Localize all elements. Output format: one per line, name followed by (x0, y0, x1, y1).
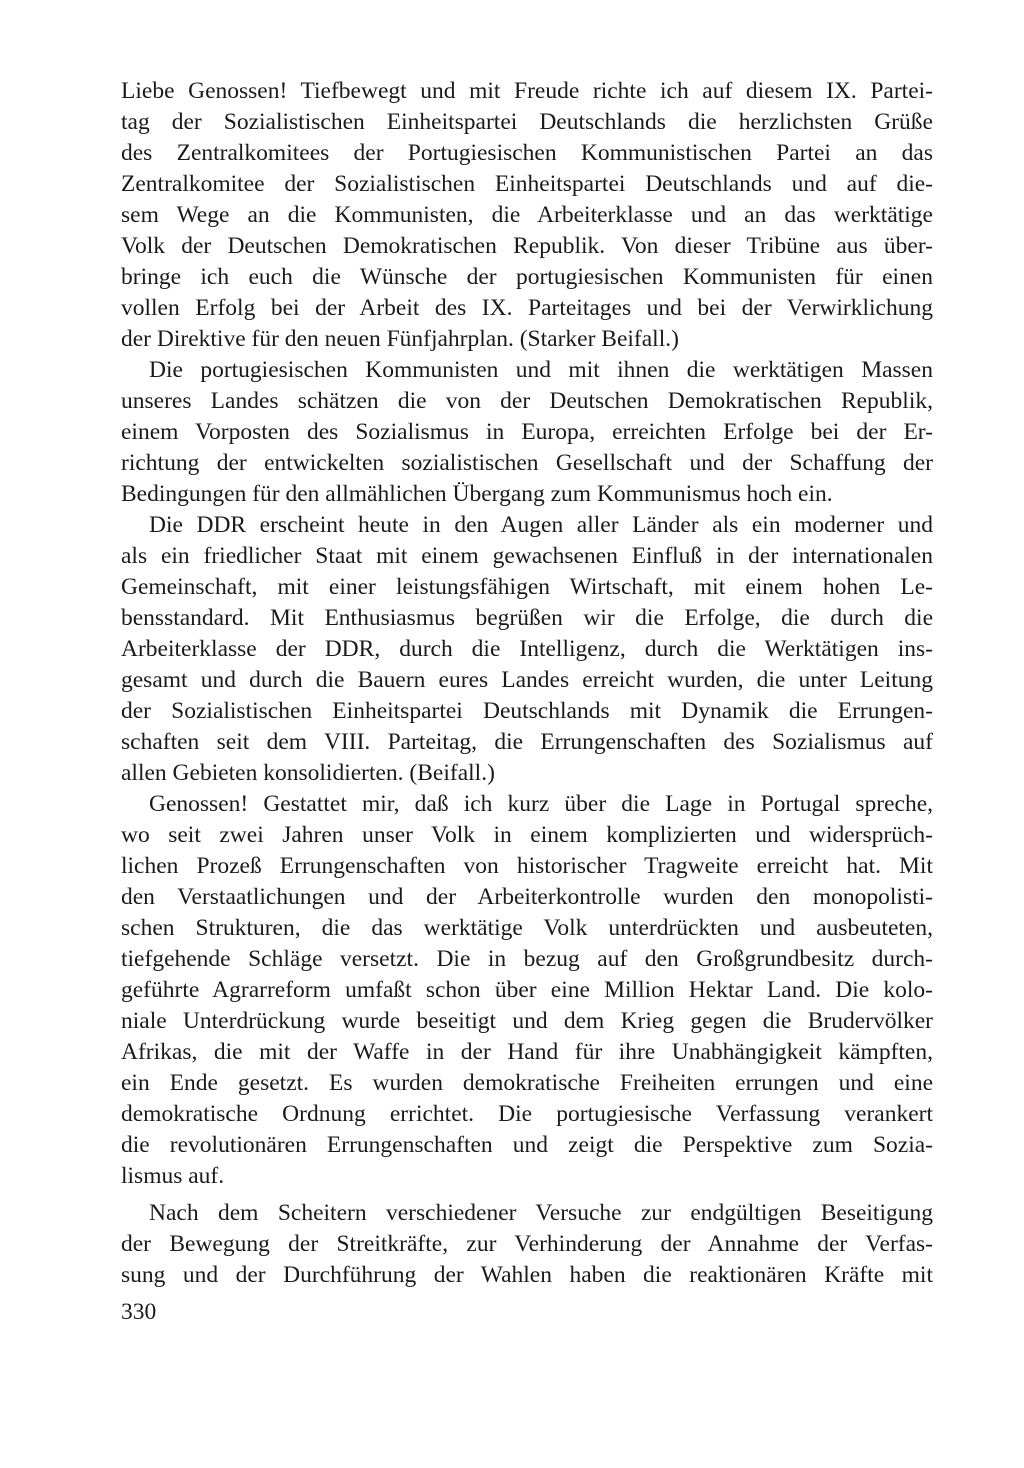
text-line: Volk der Deutschen Demokratischen Republik. Von dieser Tribüne aus über- (121, 233, 933, 259)
paragraph (121, 510, 933, 789)
text-line: tag der Sozialistischen Einheitspartei Deutschlands die herzlichsten Grüße (121, 109, 933, 135)
text-line: Die DDR erscheint heute in den Augen aller Länder als ein moderner und (149, 512, 933, 538)
text-line: unseres Landes schätzen die von der Deutschen Demokratischen Republik, (121, 388, 933, 414)
text-line: Arbeiterklasse der DDR, durch die Intelligenz, durch die Werktätigen ins- (121, 636, 933, 662)
text-line: niale Unterdrückung wurde beseitigt und dem Krieg gegen die Brudervölker (121, 1008, 933, 1034)
text-line: sung und der Durchführung der Wahlen haben die reaktionären Kräfte mit (121, 1262, 933, 1288)
text-line: Die portugiesischen Kommunisten und mit ihnen die werktätigen Massen (149, 357, 933, 383)
paragraph (121, 789, 933, 1192)
text-line: bensstandard. Mit Enthusiasmus begrüßen wir die Erfolge, die durch die (121, 605, 933, 631)
text-line: vollen Erfolg bei der Arbeit des IX. Parteitages und bei der Verwirklichung (121, 295, 933, 321)
text-line: als ein friedlicher Staat mit einem gewachsenen Einfluß in der internationalen (121, 543, 933, 569)
text-line: demokratische Ordnung errichtet. Die portugiesische Verfassung verankert (121, 1101, 933, 1127)
text-line: der Sozialistischen Einheitspartei Deutschlands mit Dynamik die Errungen- (121, 698, 933, 724)
text-line: schen Strukturen, die das werktätige Volk unterdrückten und ausbeuteten, (121, 915, 933, 941)
text-line: lismus auf. (121, 1163, 225, 1189)
text-line: den Verstaatlichungen und der Arbeiterkontrolle wurden den monopolisti- (121, 884, 933, 910)
page-number: 330 (121, 1299, 157, 1325)
text-line: die revolutionären Errungenschaften und zeigt die Perspektive zum Sozia- (121, 1132, 933, 1158)
text-line: geführte Agrarreform umfaßt schon über eine Million Hektar Land. Die kolo- (121, 977, 933, 1003)
text-line: tiefgehende Schläge versetzt. Die in bezug auf den Großgrundbesitz durch- (121, 946, 933, 972)
text-line: Nach dem Scheitern verschiedener Versuche zur endgültigen Beseitigung (149, 1200, 933, 1226)
text-line: allen Gebieten konsolidierten. (Beifall.) (121, 760, 495, 786)
paragraph (121, 355, 933, 510)
text-line: sem Wege an die Kommunisten, die Arbeiterklasse und an das werktätige (121, 202, 933, 228)
text-line: einem Vorposten des Sozialismus in Europa, erreichten Erfolge bei der Er- (121, 419, 933, 445)
text-line: ein Ende gesetzt. Es wurden demokratische Freiheiten errungen und eine (121, 1070, 933, 1096)
text-line: Zentralkomitee der Sozialistischen Einheitspartei Deutschlands und auf die- (121, 171, 933, 197)
paragraph (121, 1198, 933, 1291)
text-line: wo seit zwei Jahren unser Volk in einem komplizierten und widersprüch- (121, 822, 933, 848)
text-line: Gemeinschaft, mit einer leistungsfähigen Wirtschaft, mit einem hohen Le- (121, 574, 933, 600)
text-line: bringe ich euch die Wünsche der portugiesischen Kommunisten für einen (121, 264, 933, 290)
body-text (121, 76, 933, 1291)
text-line: Bedingungen für den allmählichen Übergang zum Kommunismus hoch ein. (121, 481, 833, 507)
text-line: schaften seit dem VIII. Parteitag, die Errungenschaften des Sozialismus auf (121, 729, 933, 755)
text-line: der Bewegung der Streitkräfte, zur Verhinderung der Annahme der Verfas- (121, 1231, 933, 1257)
text-line: Afrikas, die mit der Waffe in der Hand für ihre Unabhängigkeit kämpften, (121, 1039, 933, 1065)
text-line: des Zentralkomitees der Portugiesischen Kommunistischen Partei an das (121, 140, 933, 166)
paragraph (121, 76, 933, 355)
text-line: lichen Prozeß Errungenschaften von historischer Tragweite erreicht hat. Mit (121, 853, 933, 879)
text-line: der Direktive für den neuen Fünfjahrplan. (Starker Beifall.) (121, 326, 679, 352)
text-line: Liebe Genossen! Tiefbewegt und mit Freude richte ich auf diesem IX. Partei- (121, 78, 933, 104)
text-line: gesamt und durch die Bauern eures Landes erreicht wurden, die unter Leitung (121, 667, 933, 693)
text-line: Genossen! Gestattet mir, daß ich kurz über die Lage in Portugal spreche, (149, 791, 933, 817)
text-line: richtung der entwickelten sozialistischen Gesellschaft und der Schaffung der (121, 450, 933, 476)
